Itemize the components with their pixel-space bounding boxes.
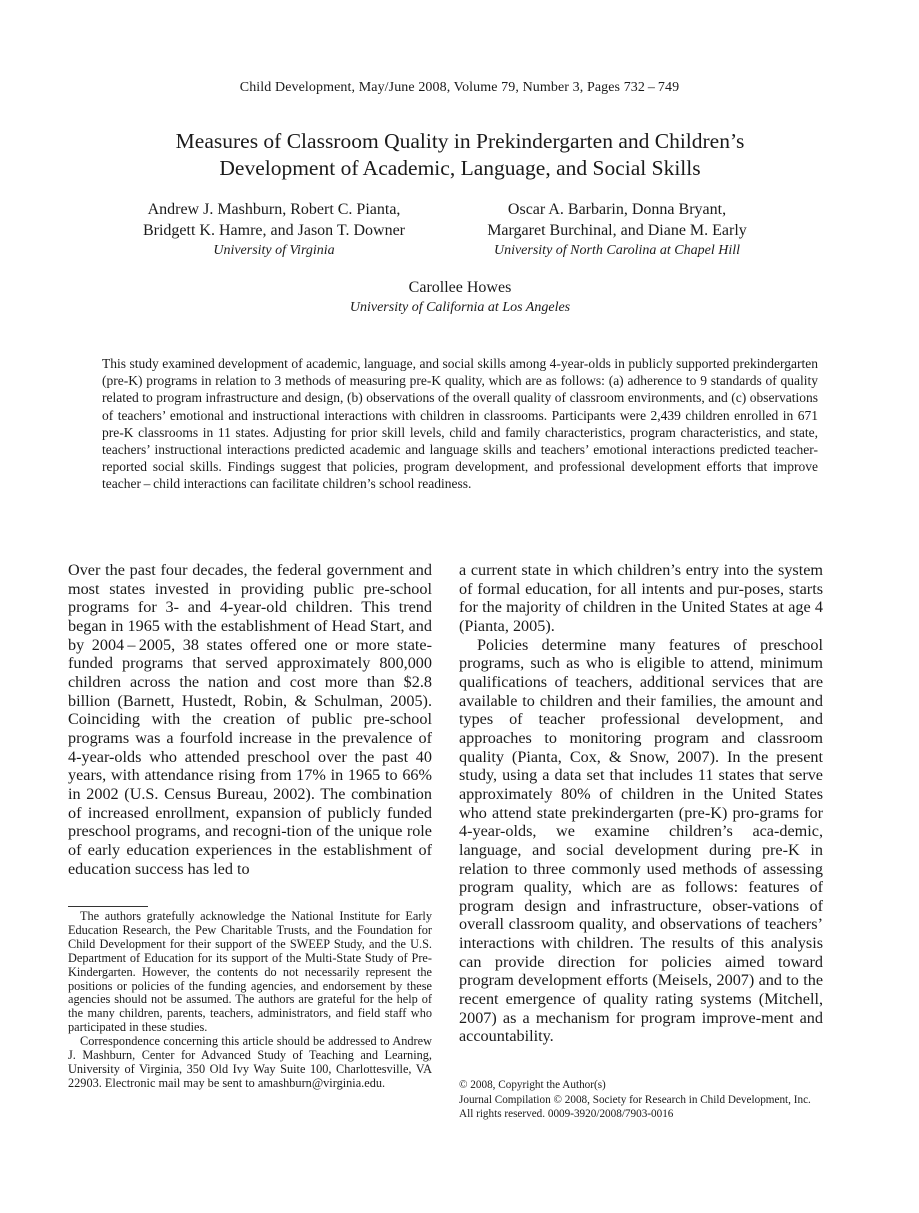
footnote [68, 910, 432, 1091]
author-group-ucla [260, 277, 660, 318]
body-paragraph: a current state in which children’s entry into the system of formal education, for all intents and pur-poses, starts for the majority of children in the United States at age 4 (Pianta, 2005). [459, 561, 823, 635]
footnote-divider [68, 906, 148, 907]
author-names-line-1: Oscar A. Barbarin, Donna Bryant, [507, 201, 727, 218]
copyright-line: Journal Compilation © 2008, Society for Research in Child Development, Inc. [459, 1093, 811, 1106]
author-names-line-2: Bridgett K. Hamre, and Jason T. Downer [142, 222, 405, 239]
author-name: Carollee Howes [408, 279, 512, 296]
journal-header: Child Development, May/June 2008, Volume 79, Number 3, Pages 732 – 749 [239, 80, 680, 95]
body-column-right [459, 561, 823, 1046]
correspondence-note: Correspondence concerning this article should be addressed to Andrew J. Mashburn, Center for Advanced Study of Teaching and Learning, University of Virginia, 350 Old Ivy Way Suite 100, Charlottesville, VA 22903. Electronic mail may be sent to amashburn@virginia.edu. [68, 1034, 432, 1090]
author-affiliation: University of California at Los Angeles [349, 300, 571, 315]
abstract: This study examined development of academic, language, and social skills among 4-year-olds in publicly supported prekindergarten (pre-K) programs in relation to 3 methods of measuring pre-K quality, which are as follows: (a) adherence to 9 standards of quality related to program infrastructure and design, (b) observations of the overall quality of classroom environments, and (c) observations of teachers’ emotional and instructional interactions with children in classrooms. Participants were 2,439 children enrolled in 671 pre-K classrooms in 11 states. Adjusting for prior skill levels, child and family characteristics, program characteristics, and state, teachers’ instructional interactions predicted academic and language skills and teachers’ emotional interactions predicted teacher-reported social skills. Findings suggest that policies, program development, and professional development efforts that improve teacher – child interactions can facilitate children’s school readiness. [102, 356, 818, 492]
author-group-unc [451, 199, 783, 261]
body-column-left [68, 561, 432, 878]
body-paragraph: Policies determine many features of preschool programs, such as who is eligible to attend, minimum qualifications of teachers, additional services that are available to children and their families, the amount and types of teacher professional development, and approaches to monitoring program and classroom quality (Pianta, Cox, & Snow, 2007). In the present study, using a data set that includes 11 states that serve approximately 80% of children in the United States who attend state prekindergarten (pre-K) pro-grams for 4-year-olds, we examine children’s aca-demic, language, and social development during pre-K in relation to three commonly used methods of assessing program quality, which are as follows: features of program design and infrastructure, obser-vations of overall classroom quality, and observations of teachers’ interactions with children. The results of this analysis can provide direction for policies aimed toward program development efforts (Meisels, 2007) and to the recent emergence of quality rating systems (Mitchell, 2007) as a mechanism for program improve-ment and accountability. [459, 635, 823, 1046]
author-names-line-2: Margaret Burchinal, and Diane M. Early [487, 222, 747, 239]
copyright-notice [459, 1078, 829, 1122]
article-title [60, 128, 860, 182]
title-line-2: Development of Academic, Language, and Social Skills [219, 156, 701, 180]
author-names-line-1: Andrew J. Mashburn, Robert C. Pianta, [147, 201, 401, 218]
author-group-virginia [108, 199, 440, 261]
acknowledgment-note: The authors gratefully acknowledge the National Institute for Early Education Research, the Pew Charitable Trusts, and the Foundation for Child Development for their support of the SWEEP Study, and the U.S. Department of Education for its support of the Multi-State Study of Pre-Kindergarten. However, the contents do not necessarily represent the positions or policies of the funding agencies, and endorsement by these agencies should not be assumed. The authors are grateful for the help of the many children, parents, teachers, administrators, and field staff who participated in these studies. [68, 909, 432, 1035]
copyright-line: © 2008, Copyright the Author(s) [459, 1079, 606, 1091]
copyright-line: All rights reserved. 0009-3920/2008/7903-0016 [459, 1108, 674, 1120]
author-affiliation: University of North Carolina at Chapel Hill [493, 243, 741, 258]
body-paragraph: Over the past four decades, the federal government and most states invested in providing public pre-school programs for 3- and 4-year-old children. This trend began in 1965 with the establishment of Head Start, and by 2004 – 2005, 38 states offered one or more state-funded programs that served approximately 800,000 children across the nation and cost more than $2.8 billion (Barnett, Hustedt, Robin, & Schulman, 2005). Coinciding with the creation of public pre-school programs was a fourfold increase in the prevalence of 4-year-olds who attended preschool over the past 40 years, with attendance rising from 17% in 1965 to 66% in 2002 (U.S. Census Bureau, 2002). The combination of increased enrollment, expansion of publicly funded preschool programs, and recogni-tion of the unique role of early education experiences in the establishment of education success has led to [68, 561, 432, 878]
title-line-1: Measures of Classroom Quality in Prekindergarten and Children’s [175, 129, 745, 153]
author-affiliation: University of Virginia [213, 243, 335, 258]
